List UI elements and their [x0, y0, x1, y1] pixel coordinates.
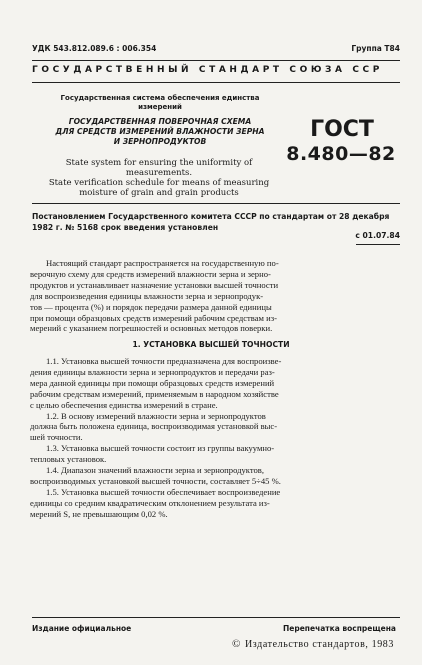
- intro-line: Настоящий стандарт распространяется на государственную по-: [46, 258, 279, 268]
- decree-text: [32, 211, 402, 233]
- intro-paragraph: [30, 258, 402, 334]
- effective-date: с 01.07.84: [355, 231, 400, 240]
- title-line-3: И ЗЕРНОПРОДУКТОВ: [113, 137, 207, 146]
- group-code: Группа Т84: [351, 44, 400, 53]
- footer-rule: [32, 617, 400, 618]
- system-line-1: Государственная система обеспечения единства: [60, 94, 260, 102]
- english-line-1: State system for ensuring the uniformity of measurements.: [65, 158, 253, 178]
- section-heading: 1. УСТАНОВКА ВЫСШЕЙ ТОЧНОСТИ: [132, 340, 290, 349]
- clause-line: 1.3. Установка высшей точности состоит из группы вакуумно-: [46, 443, 275, 454]
- clause-line: 1.5. Установка высшей точности обеспечивает воспроизведение: [46, 486, 281, 497]
- intro-line: для воспроизведения единицы влажности зерна и зернопродук-: [30, 290, 264, 301]
- banner-rule: [32, 82, 400, 83]
- intro-line: при помощи образцовых средств измерений рабочим средствам из-: [30, 312, 277, 323]
- top-rule: [32, 60, 400, 61]
- clause-line: воспроизводимых установкой высшей точности, составляет 5÷45 %.: [30, 475, 281, 486]
- document-title: [50, 117, 270, 147]
- clause-line: мера данной единицы при помощи образцовых средств измерений: [30, 377, 275, 388]
- clause-line: мерений S, не превышающим 0,02 %.: [30, 508, 168, 519]
- system-line-2: измерений: [138, 103, 182, 111]
- decree-rule: [32, 203, 400, 204]
- gost-label: ГОСТ: [310, 117, 374, 142]
- clause-line: должна быть положена единица, воспроизводимая установкой выс-: [30, 421, 278, 432]
- gost-number: 8.480—82: [286, 143, 396, 165]
- clause-line: 1.1. Установка высшей точности предназначена для воспроизве-: [46, 356, 282, 366]
- date-underline: [356, 244, 400, 245]
- decree-line-2: 1982 г. № 5168 срок введения установлен: [32, 223, 219, 232]
- copyright-line: [232, 638, 394, 650]
- title-line-2: ДЛЯ СРЕДСТВ ИЗМЕРЕНИЙ ВЛАЖНОСТИ ЗЕРНА: [55, 127, 265, 136]
- state-standard-banner: ГОСУДАРСТВЕННЫЙ СТАНДАРТ СОЮЗА ССР: [32, 65, 383, 75]
- clause-line: единицы со средним квадратическим отклонением результата из-: [30, 497, 270, 508]
- clause-line: дения единицы влажности зерна и зернопродуктов и передачи раз-: [30, 366, 275, 377]
- clause-line: с целью обеспечения единства измерений в стране.: [30, 399, 218, 410]
- system-title: [50, 94, 270, 112]
- decree-line-1: Постановлением Государственного комитета СССР по стандартам от 28 декабря: [32, 212, 390, 221]
- clause-line: 1.2. В основу измерений влажности зерна и зернопродуктов: [46, 410, 266, 421]
- intro-line: тов — процента (%) и порядок передачи размера данной единицы: [30, 301, 272, 312]
- clause-line: шей точности.: [30, 432, 83, 443]
- title-line-1: ГОСУДАРСТВЕННАЯ ПОВЕРОЧНАЯ СХЕМА: [68, 117, 252, 126]
- udk-code: УДК 543.812.089.6 : 006.354: [32, 44, 157, 53]
- clause-line: 1.4. Диапазон значений влажности зерна и зернопродуктов,: [46, 465, 264, 476]
- clauses-block: [30, 356, 402, 520]
- clause-line: тепловых установок.: [30, 454, 107, 465]
- official-edition: Издание официальное: [32, 624, 132, 633]
- reprint-notice: Перепечатка воспрещена: [282, 624, 396, 633]
- intro-line: верочную схему для средств измерений влажности зерна и зерно-: [30, 268, 271, 279]
- english-line-2: State verification schedule for means of measuring: [48, 178, 270, 188]
- intro-line: мерений с указанием погрешностей и основных методов поверки.: [30, 323, 273, 334]
- english-line-3: moisture of grain and grain products: [79, 188, 239, 198]
- intro-line: продуктов и устанавливает назначение установки высшей точности: [30, 279, 279, 290]
- clause-line: рабочим средствам измерений, применяемым в народном хозяйстве: [30, 388, 279, 399]
- english-title: [34, 158, 284, 198]
- publisher: Издательство стандартов, 1983: [244, 639, 394, 650]
- copyright-icon: ©: [231, 638, 241, 650]
